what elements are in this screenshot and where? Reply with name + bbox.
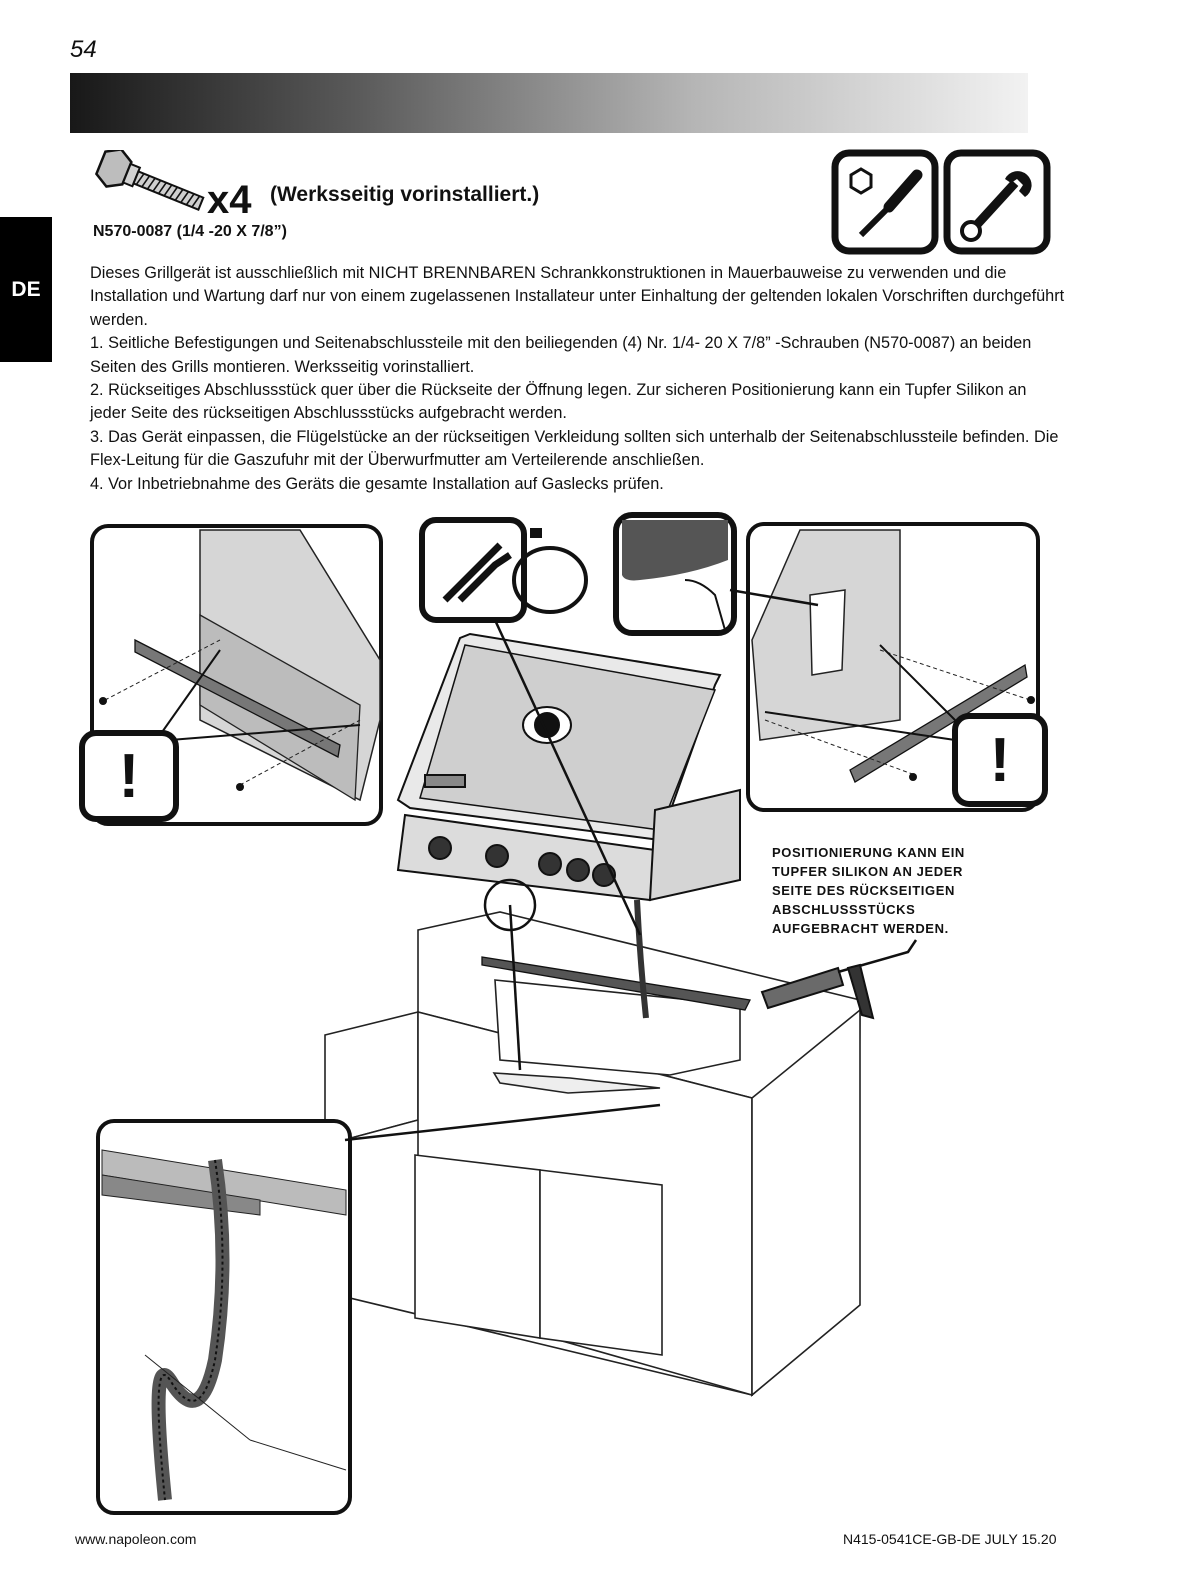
fastener-part-number: N570-0087 (1/4 -20 X 7/8”) [93,223,287,240]
cabinet-doors [415,1155,662,1355]
inset-gas-line-detail [98,1121,350,1513]
grill-illustration [398,634,740,900]
warning-symbol-left: ! [118,741,140,811]
language-tab-label: DE [11,278,41,301]
pliers-icon [422,520,524,620]
footer-document-code: N415-0541CE-GB-DE JULY 15.20 [843,1531,1057,1547]
warning-symbol-right: ! [989,725,1011,795]
step-3: 3. Das Gerät einpassen, die Flügelstücke an der rückseitigen Verkleidung sollten sich unterhalb der Seitenabschlussteile befinden. Die Flex-Leitung für die Gaszufuhr mit der Überwurfmutter am Verteilerende anschließen. [90,427,1059,470]
step-4: 4. Vor Inbetriebnahme des Geräts die gesamte Installation auf Gaslecks prüfen. [90,474,664,493]
page-number: 54 [70,36,97,63]
inset-protective-film [616,515,734,633]
silicone-callout: POSITIONIERUNG KANN EIN TUPFER SILIKON AN JEDER SEITE DES RÜCKSEITIGEN ABSCHLUSSSTÜCKS AUFGEBRACHT WERDEN. [772,845,965,936]
step-2: 2. Rückseitiges Abschlussstück quer über die Rückseite der Öffnung legen. Zur sicheren Positionierung kann ein Tupfer Silikon an jeder Seite des rückseitigen Abschlussstücks aufgebracht werden. [90,381,1027,423]
intro-paragraph: Dieses Grillgerät ist ausschließlich mit NICHT BRENNBAREN Schrankkonstruktionen in Mauerbauweise zu verwenden und die Installation und Wartung darf nur von einem zugelassenen Installateur unter Einhaltung der geltenden lokalen Vorschriften durchgeführt werden. [90,264,1065,329]
fastener-note: (Werksseitig vorinstalliert.) [270,183,540,206]
step-1: 1. Seitliche Befestigungen und Seitenabschlussteile mit den beiliegenden (4) Nr. 1/4- 20 X 7/8” -Schrauben (N570-0087) an beiden Seiten des Grills montieren. Werksseitig vorinstalliert. [90,334,1032,376]
footer-url: www.napoleon.com [75,1531,197,1547]
fastener-quantity: x4 [207,178,252,222]
